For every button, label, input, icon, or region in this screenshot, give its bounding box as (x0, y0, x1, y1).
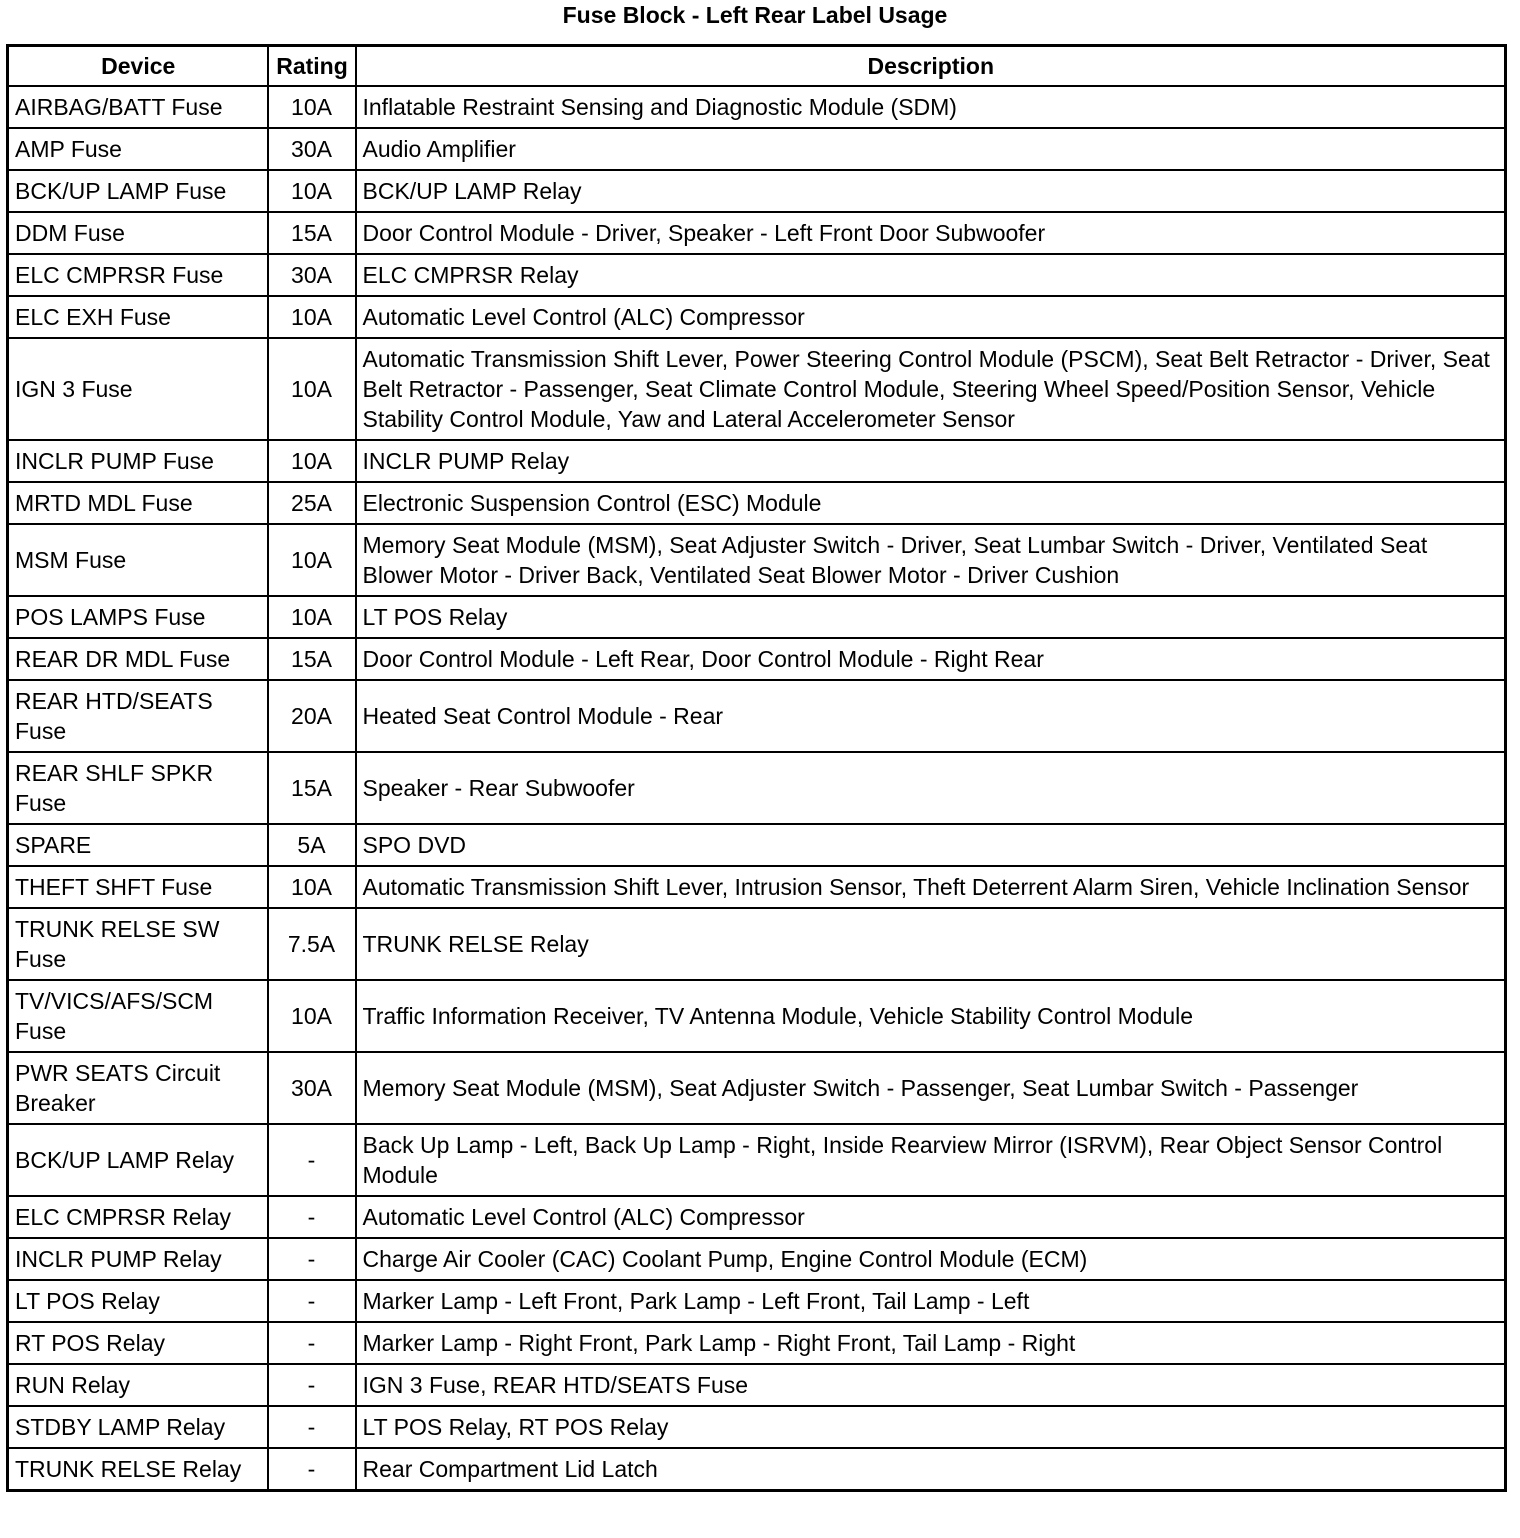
table-row (8, 524, 1506, 596)
rating-cell: 10A (268, 440, 356, 482)
table-row (8, 440, 1506, 482)
table-row (8, 1322, 1506, 1364)
rating-cell: 15A (268, 212, 356, 254)
device-cell: REAR DR MDL Fuse (8, 638, 268, 680)
device-cell: TRUNK RELSE Relay (8, 1448, 268, 1491)
rating-cell: 10A (268, 596, 356, 638)
table-row (8, 1052, 1506, 1124)
rating-cell: 10A (268, 866, 356, 908)
table-row (8, 254, 1506, 296)
table-row (8, 866, 1506, 908)
description-cell: Door Control Module - Left Rear, Door Control Module - Right Rear (356, 638, 1506, 680)
device-cell: BCK/UP LAMP Fuse (8, 170, 268, 212)
description-cell: Traffic Information Receiver, TV Antenna Module, Vehicle Stability Control Module (356, 980, 1506, 1052)
description-cell: Door Control Module - Driver, Speaker - Left Front Door Subwoofer (356, 212, 1506, 254)
device-cell: SPARE (8, 824, 268, 866)
device-cell: ELC CMPRSR Fuse (8, 254, 268, 296)
rating-cell: 25A (268, 482, 356, 524)
device-cell: REAR HTD/SEATS Fuse (8, 680, 268, 752)
table-row (8, 1364, 1506, 1406)
rating-cell: - (268, 1406, 356, 1448)
device-cell: DDM Fuse (8, 212, 268, 254)
header-description: Description (356, 46, 1506, 87)
rating-cell: 15A (268, 752, 356, 824)
device-cell: AMP Fuse (8, 128, 268, 170)
device-cell: RT POS Relay (8, 1322, 268, 1364)
table-row (8, 338, 1506, 440)
description-cell: Marker Lamp - Left Front, Park Lamp - Left Front, Tail Lamp - Left (356, 1280, 1506, 1322)
table-row (8, 1280, 1506, 1322)
device-cell: POS LAMPS Fuse (8, 596, 268, 638)
description-cell: Rear Compartment Lid Latch (356, 1448, 1506, 1491)
description-cell: ELC CMPRSR Relay (356, 254, 1506, 296)
rating-cell: 10A (268, 86, 356, 128)
device-cell: AIRBAG/BATT Fuse (8, 86, 268, 128)
rating-cell: 30A (268, 128, 356, 170)
description-cell: IGN 3 Fuse, REAR HTD/SEATS Fuse (356, 1364, 1506, 1406)
table-row (8, 980, 1506, 1052)
rating-cell: - (268, 1448, 356, 1491)
description-cell: Memory Seat Module (MSM), Seat Adjuster Switch - Driver, Seat Lumbar Switch - Driver, Ventilated Seat Blower Motor - Driver Back, Ventilated Seat Blower Motor - Driver Cushion (356, 524, 1506, 596)
description-cell: Charge Air Cooler (CAC) Coolant Pump, Engine Control Module (ECM) (356, 1238, 1506, 1280)
table-row (8, 86, 1506, 128)
rating-cell: - (268, 1280, 356, 1322)
table-row (8, 1124, 1506, 1196)
table-row (8, 824, 1506, 866)
table-row (8, 1238, 1506, 1280)
table-row (8, 752, 1506, 824)
table-row (8, 170, 1506, 212)
table-row (8, 482, 1506, 524)
table-row (8, 596, 1506, 638)
description-cell: TRUNK RELSE Relay (356, 908, 1506, 980)
rating-cell: 10A (268, 524, 356, 596)
description-cell: INCLR PUMP Relay (356, 440, 1506, 482)
rating-cell: 30A (268, 254, 356, 296)
table-row (8, 212, 1506, 254)
description-cell: Speaker - Rear Subwoofer (356, 752, 1506, 824)
header-device: Device (8, 46, 268, 87)
rating-cell: - (268, 1322, 356, 1364)
table-row (8, 908, 1506, 980)
table-row (8, 1448, 1506, 1491)
description-cell: LT POS Relay (356, 596, 1506, 638)
rating-cell: - (268, 1238, 356, 1280)
rating-cell: 30A (268, 1052, 356, 1124)
device-cell: STDBY LAMP Relay (8, 1406, 268, 1448)
rating-cell: 10A (268, 170, 356, 212)
device-cell: ELC EXH Fuse (8, 296, 268, 338)
rating-cell: - (268, 1196, 356, 1238)
table-row (8, 1196, 1506, 1238)
device-cell: BCK/UP LAMP Relay (8, 1124, 268, 1196)
table-header-row (8, 46, 1506, 87)
device-cell: TV/VICS/AFS/SCM Fuse (8, 980, 268, 1052)
device-cell: REAR SHLF SPKR Fuse (8, 752, 268, 824)
device-cell: IGN 3 Fuse (8, 338, 268, 440)
rating-cell: 15A (268, 638, 356, 680)
device-cell: TRUNK RELSE SW Fuse (8, 908, 268, 980)
rating-cell: 20A (268, 680, 356, 752)
description-cell: BCK/UP LAMP Relay (356, 170, 1506, 212)
rating-cell: 10A (268, 980, 356, 1052)
description-cell: Marker Lamp - Right Front, Park Lamp - Right Front, Tail Lamp - Right (356, 1322, 1506, 1364)
header-rating: Rating (268, 46, 356, 87)
description-cell: Automatic Level Control (ALC) Compressor (356, 1196, 1506, 1238)
description-cell: Memory Seat Module (MSM), Seat Adjuster Switch - Passenger, Seat Lumbar Switch - Passenger (356, 1052, 1506, 1124)
rating-cell: 7.5A (268, 908, 356, 980)
description-cell: Automatic Level Control (ALC) Compressor (356, 296, 1506, 338)
device-cell: INCLR PUMP Relay (8, 1238, 268, 1280)
device-cell: MSM Fuse (8, 524, 268, 596)
table-row (8, 638, 1506, 680)
rating-cell: - (268, 1364, 356, 1406)
description-cell: Inflatable Restraint Sensing and Diagnostic Module (SDM) (356, 86, 1506, 128)
rating-cell: 5A (268, 824, 356, 866)
description-cell: Automatic Transmission Shift Lever, Power Steering Control Module (PSCM), Seat Belt Retractor - Driver, Seat Belt Retractor - Passenger, Seat Climate Control Module, Steering Wheel Speed/Position Sensor, Vehicle Stability Control Module, Yaw and Lateral Accelerometer Sensor (356, 338, 1506, 440)
page-title: Fuse Block - Left Rear Label Usage (562, 2, 948, 28)
table-row (8, 296, 1506, 338)
device-cell: ELC CMPRSR Relay (8, 1196, 268, 1238)
table-row (8, 680, 1506, 752)
device-cell: PWR SEATS Circuit Breaker (8, 1052, 268, 1124)
table-row (8, 1406, 1506, 1448)
description-cell: Heated Seat Control Module - Rear (356, 680, 1506, 752)
rating-cell: - (268, 1124, 356, 1196)
description-cell: LT POS Relay, RT POS Relay (356, 1406, 1506, 1448)
rating-cell: 10A (268, 296, 356, 338)
table-row (8, 128, 1506, 170)
device-cell: MRTD MDL Fuse (8, 482, 268, 524)
description-cell: Back Up Lamp - Left, Back Up Lamp - Right, Inside Rearview Mirror (ISRVM), Rear Object Sensor Control Module (356, 1124, 1506, 1196)
device-cell: RUN Relay (8, 1364, 268, 1406)
description-cell: SPO DVD (356, 824, 1506, 866)
description-cell: Automatic Transmission Shift Lever, Intrusion Sensor, Theft Deterrent Alarm Siren, Vehicle Inclination Sensor (356, 866, 1506, 908)
device-cell: INCLR PUMP Fuse (8, 440, 268, 482)
fuse-usage-table (6, 44, 1507, 1492)
description-cell: Electronic Suspension Control (ESC) Module (356, 482, 1506, 524)
device-cell: LT POS Relay (8, 1280, 268, 1322)
device-cell: THEFT SHFT Fuse (8, 866, 268, 908)
description-cell: Audio Amplifier (356, 128, 1506, 170)
rating-cell: 10A (268, 338, 356, 440)
